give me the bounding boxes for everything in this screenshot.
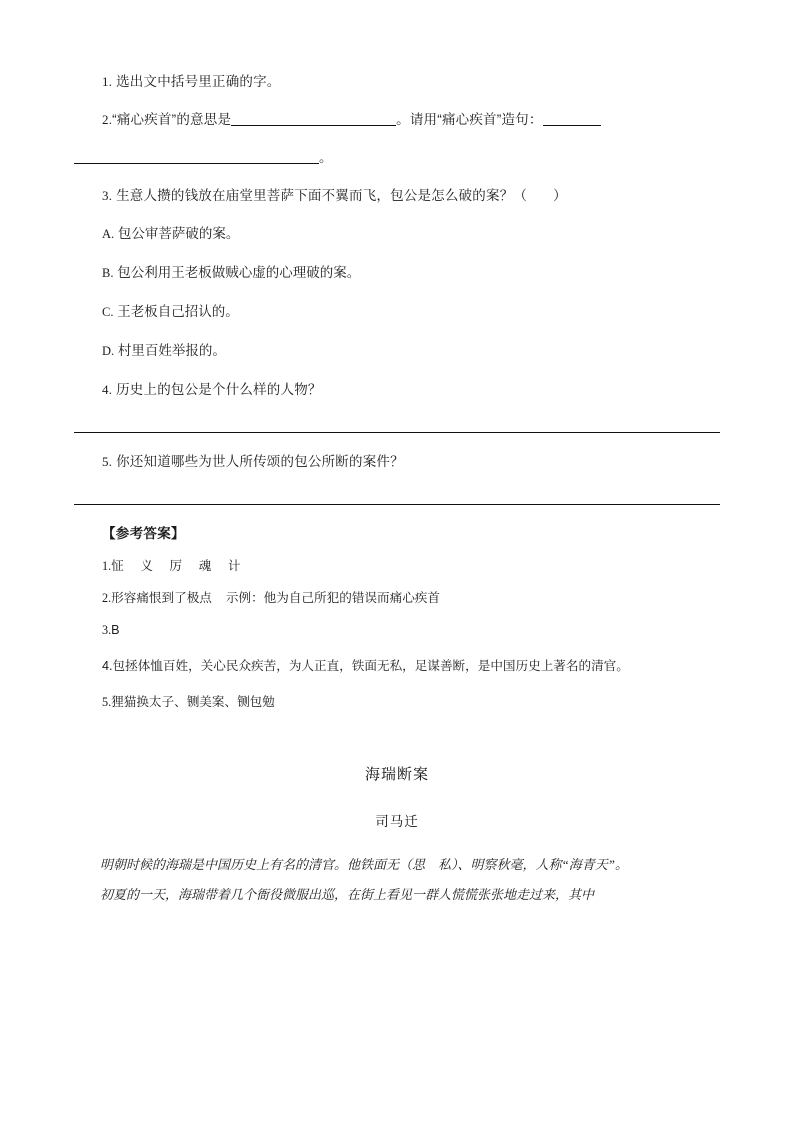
answer-key-item-3-number: 3. xyxy=(102,623,112,637)
question-1-text: 选出文中括号里正确的字。 xyxy=(116,74,281,89)
option-c-letter: C. xyxy=(102,305,114,319)
question-2-blank-3[interactable] xyxy=(74,149,319,164)
question-2-tail-punct: 。 xyxy=(319,150,333,165)
answer-key-item-1-number: 1. xyxy=(102,559,112,573)
question-2-blank-2[interactable] xyxy=(543,111,601,126)
article-author: 司马迁 xyxy=(375,814,419,829)
question-4-text: 历史上的包公是个什么样的人物？ xyxy=(116,382,322,397)
answer-key-item-4-number: 4. xyxy=(102,659,113,673)
answer-key-item-4-text: 包拯体恤百姓，关心民众疾苦，为人正直，铁面无私，足谋善断，是中国历史上著名的清官。 xyxy=(112,659,629,673)
question-2-text-mid: 。请用“痛心疾首”造句： xyxy=(396,112,543,127)
question-2 xyxy=(74,110,720,129)
question-4 xyxy=(74,380,720,399)
question-2-text-before: “痛心疾首”的意思是 xyxy=(112,112,232,127)
question-3-text-end: ） xyxy=(553,188,567,203)
question-4-number: 4. xyxy=(102,382,113,397)
question-5 xyxy=(74,452,720,471)
answer-key-item-3-text: B xyxy=(111,623,120,637)
option-b[interactable] xyxy=(74,263,720,283)
answer-key-item-2-number: 2. xyxy=(102,591,112,605)
question-4-answer-line-wrap xyxy=(74,418,720,433)
option-d-letter: D. xyxy=(102,344,115,358)
answer-key-item-1-text: 怔 义 厉 魂 计 xyxy=(111,559,243,573)
option-d[interactable] xyxy=(74,341,720,361)
answer-key-item-4 xyxy=(74,653,720,679)
answer-key-item-5-number: 5. xyxy=(102,695,112,709)
question-1-number: 1. xyxy=(102,74,113,89)
option-c-text: 王老板自己招认的。 xyxy=(117,304,239,319)
question-5-answer-line[interactable] xyxy=(74,504,720,505)
question-1 xyxy=(74,72,720,91)
answer-key-item-5-text: 狸猫换太子、铡美案、铡包勉 xyxy=(111,695,275,709)
question-4-answer-line[interactable] xyxy=(74,432,720,433)
page-content xyxy=(74,72,720,910)
answer-key-item-5 xyxy=(74,693,720,711)
answer-key-item-2-text-b: 示例：他为自己所犯的错误而痛心疾首 xyxy=(225,591,440,605)
article-paragraph-2: 初夏的一天，海瑞带着几个衙役微服出巡，在街上看见一群人慌慌张张地走过来，其中 xyxy=(100,887,595,902)
article-title: 海瑞断案 xyxy=(364,766,429,783)
option-a-letter: A. xyxy=(102,227,115,241)
question-3-text: 生意人攒的钱放在庙堂里菩萨下面不翼而飞，包公是怎么破的案？（ xyxy=(116,188,528,203)
reading-article xyxy=(74,763,720,910)
option-b-text: 包公利用王老板做贼心虚的心理破的案。 xyxy=(117,265,361,280)
option-b-letter: B. xyxy=(102,266,114,280)
question-2-continuation xyxy=(74,148,720,167)
question-2-number: 2. xyxy=(102,112,113,127)
article-paragraph-1: 明朝时候的海瑞是中国历史上有名的清官。他铁面无（思 私）、明察秋毫，人称“海青天”。 xyxy=(100,857,628,872)
question-3-number: 3. xyxy=(102,188,113,203)
answer-key-item-3 xyxy=(74,621,720,639)
option-d-text: 村里百姓举报的。 xyxy=(117,343,226,358)
answer-key-item-1 xyxy=(74,557,720,575)
option-c[interactable] xyxy=(74,302,720,322)
answer-key-item-2 xyxy=(74,589,720,607)
question-2-blank-1[interactable] xyxy=(231,111,396,126)
question-3 xyxy=(74,186,720,205)
answer-key-heading: 【参考答案】 xyxy=(102,526,185,541)
question-5-number: 5. xyxy=(102,454,113,469)
option-a[interactable] xyxy=(74,224,720,244)
question-5-answer-line-wrap xyxy=(74,490,720,505)
answer-key-item-2-text-a: 形容痛恨到了极点 xyxy=(111,591,212,605)
question-5-text: 你还知道哪些为世人所传颂的包公所断的案件？ xyxy=(116,454,404,469)
option-a-text: 包公审菩萨破的案。 xyxy=(117,226,240,241)
